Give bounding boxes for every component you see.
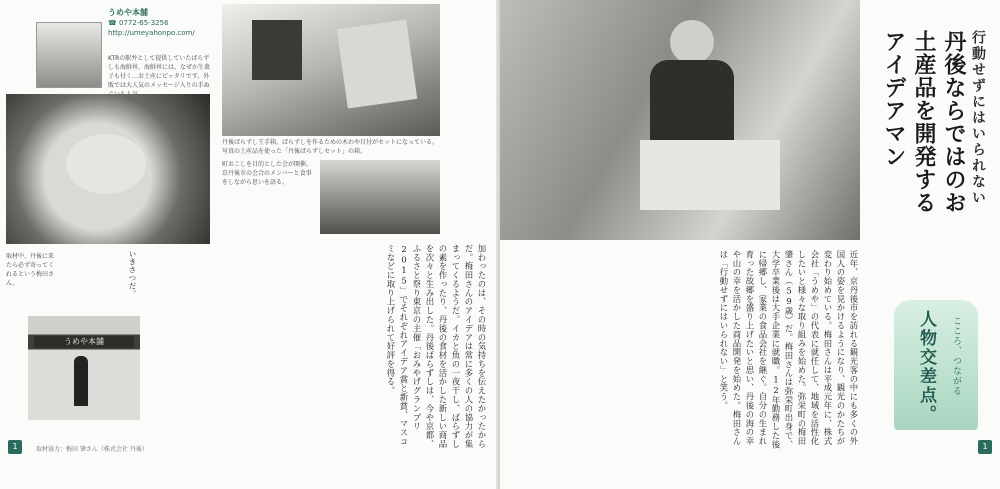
headline-main: 丹後ならではのお土産品を開発するアイデアマン	[881, 30, 966, 214]
storefront-photo	[28, 316, 140, 420]
shop-phone: ☎ 0772-65-3256	[108, 19, 169, 27]
dinner-gathering-photo	[320, 160, 440, 234]
page-number-left: 1	[8, 440, 22, 454]
feature-ribbon	[894, 300, 978, 430]
gift-box-photo	[222, 4, 440, 136]
ribbon-big: 人物交差点。	[916, 310, 936, 424]
shop-url[interactable]: http://umeyahonpo.com/	[108, 29, 195, 37]
shop-owner-photo	[500, 0, 860, 240]
caption-small: 取材中、丹後に来たら必ず寄ってくれるという梅田さん。	[6, 253, 55, 287]
caption-top: KTRの駅弁として提供していたばらずしも海鮮丼、海鮮丼には、なぜか生菓子も付く…お土産にピッタリです。外販では大人気のメッセージ入りの手ぬ	[108, 55, 211, 89]
product-package-image	[36, 22, 102, 88]
body-text-left: 加わったのは、その時の気持ちを伝えたかったからだ。梅田さんのアイデアは常に多くの人の協力が集まってくるようだ。イカと魚の一夜干し、ばらずしの素を作ったり、丹後の食材を活かした新しい商品を次々と生み出した。丹後ばらずしは、今や京都、ふるさと祭り東京の主催「おみやげグランプリ2015」でそれぞれアイデア賞と新賞、マスコミなどに取り上げられて好評を得る。	[386, 244, 487, 449]
credit-line: 取材協力：梅田 肇さん（株式会社 丹後）	[36, 446, 148, 453]
page-number-right: 1	[978, 440, 992, 454]
sushi-bowl-photo	[6, 94, 210, 244]
caption-dinner: 町おこしを目的とした会が開催。京丹後市の会合のメンバーと食事をしながら思いを語る。	[222, 161, 313, 186]
shop-contact	[108, 8, 212, 38]
ribbon-small: こころ、つながる	[951, 316, 961, 396]
store-sign: うめや本舗	[34, 336, 134, 348]
left-page	[0, 0, 499, 489]
body-text-right: 近年、京丹後市を訪れる観光客の中にも多くの外国人の姿を見かけるようになり、観光のかたちが変わり始めている。梅田さんは平成元年に、株式会社「うめや」の代表に就任して、地域を活性化したいと様々な取り組みを始めた。弥栄町の梅田肇さん（59歳）だ。梅田さんは弥栄町出身で、大学卒業後は大手企業に就職。12年勤務した後に帰郷し、家業の食品会社を継ぐ。自分の生まれ育った故郷を盛り上げたいと思い、丹後の海の幸や山の幸を活かした商品開発を始めた。梅田さんは「行動せずにはいられない」と笑う。	[719, 250, 859, 449]
right-page	[500, 0, 1000, 489]
shop-name: うめや本舗	[108, 8, 148, 17]
body-text-small: いきさつだ。	[128, 250, 137, 298]
headline-pre: 行動せずにはいられない	[970, 30, 986, 206]
caption-gift: 丹後ばらずし王手箱。ばらずしを作るための木わや目付がセットになっている。写真の土産品を使った「丹後ばらずしセット」の箱。	[222, 139, 439, 155]
headline	[882, 30, 988, 230]
